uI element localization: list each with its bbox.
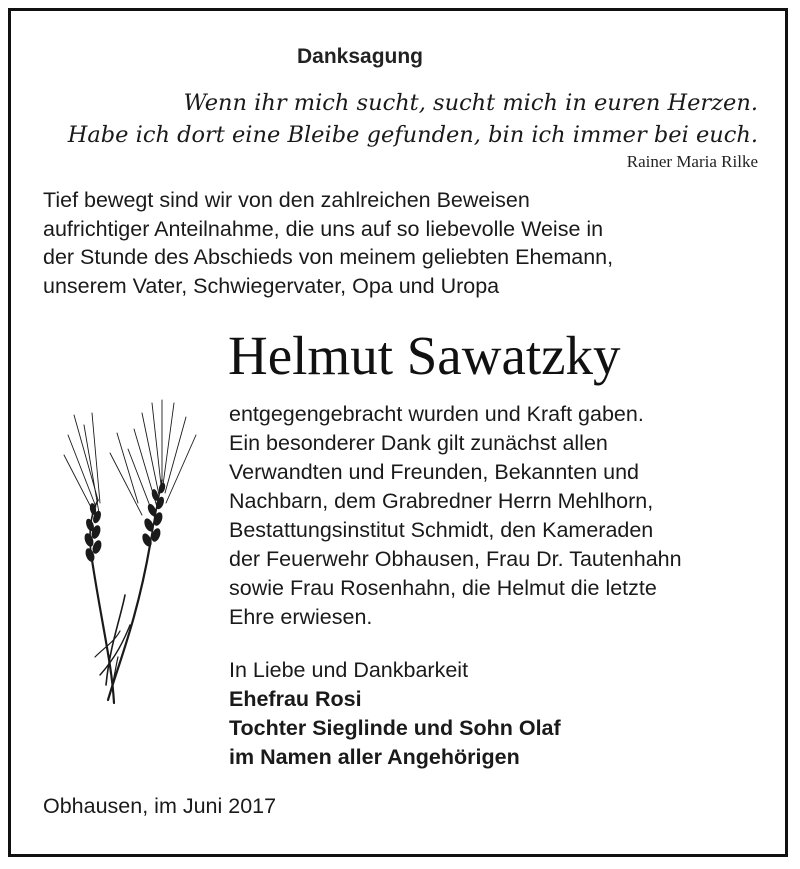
thanks-paragraph [229,400,769,632]
text-line: Nachbarn, dem Grabredner Herrn Mehlhorn, [229,489,654,513]
signature-line: Ehefrau Rosi [229,687,362,711]
text-line: der Feuerwehr Obhausen, Frau Dr. Tautenhahn [229,547,682,571]
text-line: sowie Frau Rosenhahn, die Helmut die letzte [229,576,657,600]
deceased-name: Helmut Sawatzky [228,325,621,386]
intro-paragraph [43,186,773,300]
quote-line: Wenn ihr mich sucht, sucht mich in euren Herzen. [183,90,758,116]
quote-author: Rainer Maria Rilke [626,152,758,171]
place-date: Obhausen, im Juni 2017 [43,794,277,818]
rilke-quote [68,87,758,151]
text-line: Tief bewegt sind wir von den zahlreichen Beweisen [43,188,530,212]
text-line: Ehre erwiesen. [229,605,373,629]
text-line: unserem Vater, Schwiegervater, Opa und Uropa [43,273,500,298]
text-line: entgegengebracht wurden und Kraft gaben. [229,402,644,426]
wheat-ears-icon [62,395,202,715]
text-line: Verwandten und Freunden, Bekannten und [229,460,640,484]
quote-line: Habe ich dort eine Bleibe gefunden, bin ich immer bei euch. [67,122,758,148]
closing-block [229,656,769,772]
signature-line: Tochter Sieglinde und Sohn Olaf [229,716,561,740]
signature-line: im Namen aller Angehörigen [229,745,520,769]
text-line: der Stunde des Abschieds von meinem geliebten Ehemann, [43,245,614,269]
text-line: aufrichtiger Anteilnahme, die uns auf so liebevolle Weise in [43,216,604,241]
text-line: Ein besonderer Dank gilt zunächst allen [229,431,608,455]
notice-title: Danksagung [296,45,424,68]
closing-intro: In Liebe und Dankbarkeit [229,658,469,682]
text-line: Bestattungsinstitut Schmidt, den Kameraden [229,518,654,542]
